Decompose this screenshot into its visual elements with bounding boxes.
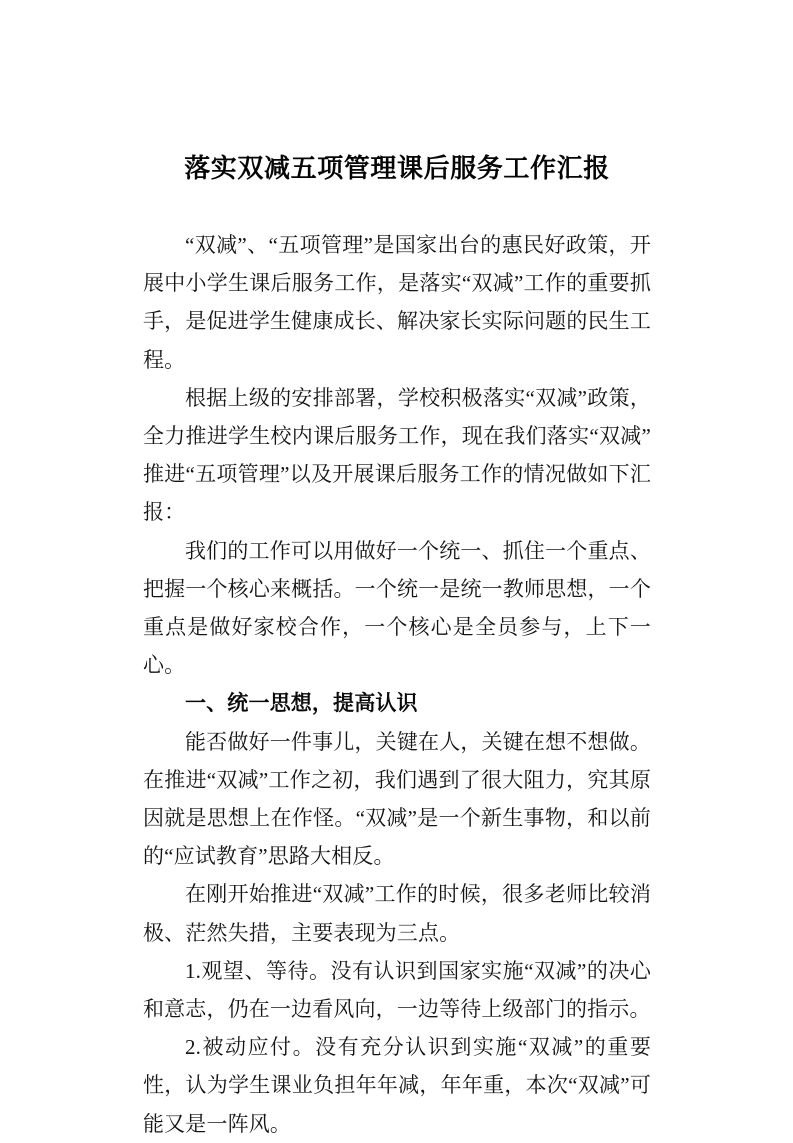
paragraph-3: 我们的工作可以用做好一个统一、抓住一个重点、把握一个核心来概括。一个统一是统一教师思想，一个重点是做好家校合作，一个核心是全员参与，上下一心。 (143, 538, 651, 678)
paragraph-5: 在刚开始推进“双减”工作的时候，很多老师比较消极、茫然失措，主要表现为三点。 (143, 882, 651, 945)
paragraph-1: “双减”、“五项管理”是国家出台的惠民好政策，开展中小学生课后服务工作，是落实“双减”工作的重要抓手，是促进学生健康成长、解决家长实际问题的民生工程。 (143, 233, 651, 372)
page-title: 落实双减五项管理课后服务工作汇报 (184, 154, 610, 183)
paragraph-2: 根据上级的安排部署，学校积极落实“双减”政策，全力推进学生校内课后服务工作，现在我们落实“双减”推进“五项管理”以及开展课后服务工作的情况做如下汇报： (143, 385, 651, 525)
paragraph-4: 能否做好一件事儿，关键在人，关键在想不想做。在推进“双减”工作之初，我们遇到了很大阻力，究其原因就是思想上在作怪。“双减”是一个新生事物，和以前的“应试教育”思路大相反。 (143, 729, 651, 869)
numbered-item-2: 2.被动应付。没有充分认识到实施“双减”的重要性，认为学生课业负担年年减，年年重，本次“双减”可能又是一阵风。 (143, 1035, 651, 1136)
section-heading-1: 一、统一思想，提高认识 (185, 691, 418, 716)
document-body (143, 0, 651, 1143)
numbered-item-1: 1.观望、等待。没有认识到国家实施“双减”的决心和意志，仍在一边看风向，一边等待上级部门的指示。 (143, 958, 651, 1022)
title-spacer (143, 186, 651, 226)
